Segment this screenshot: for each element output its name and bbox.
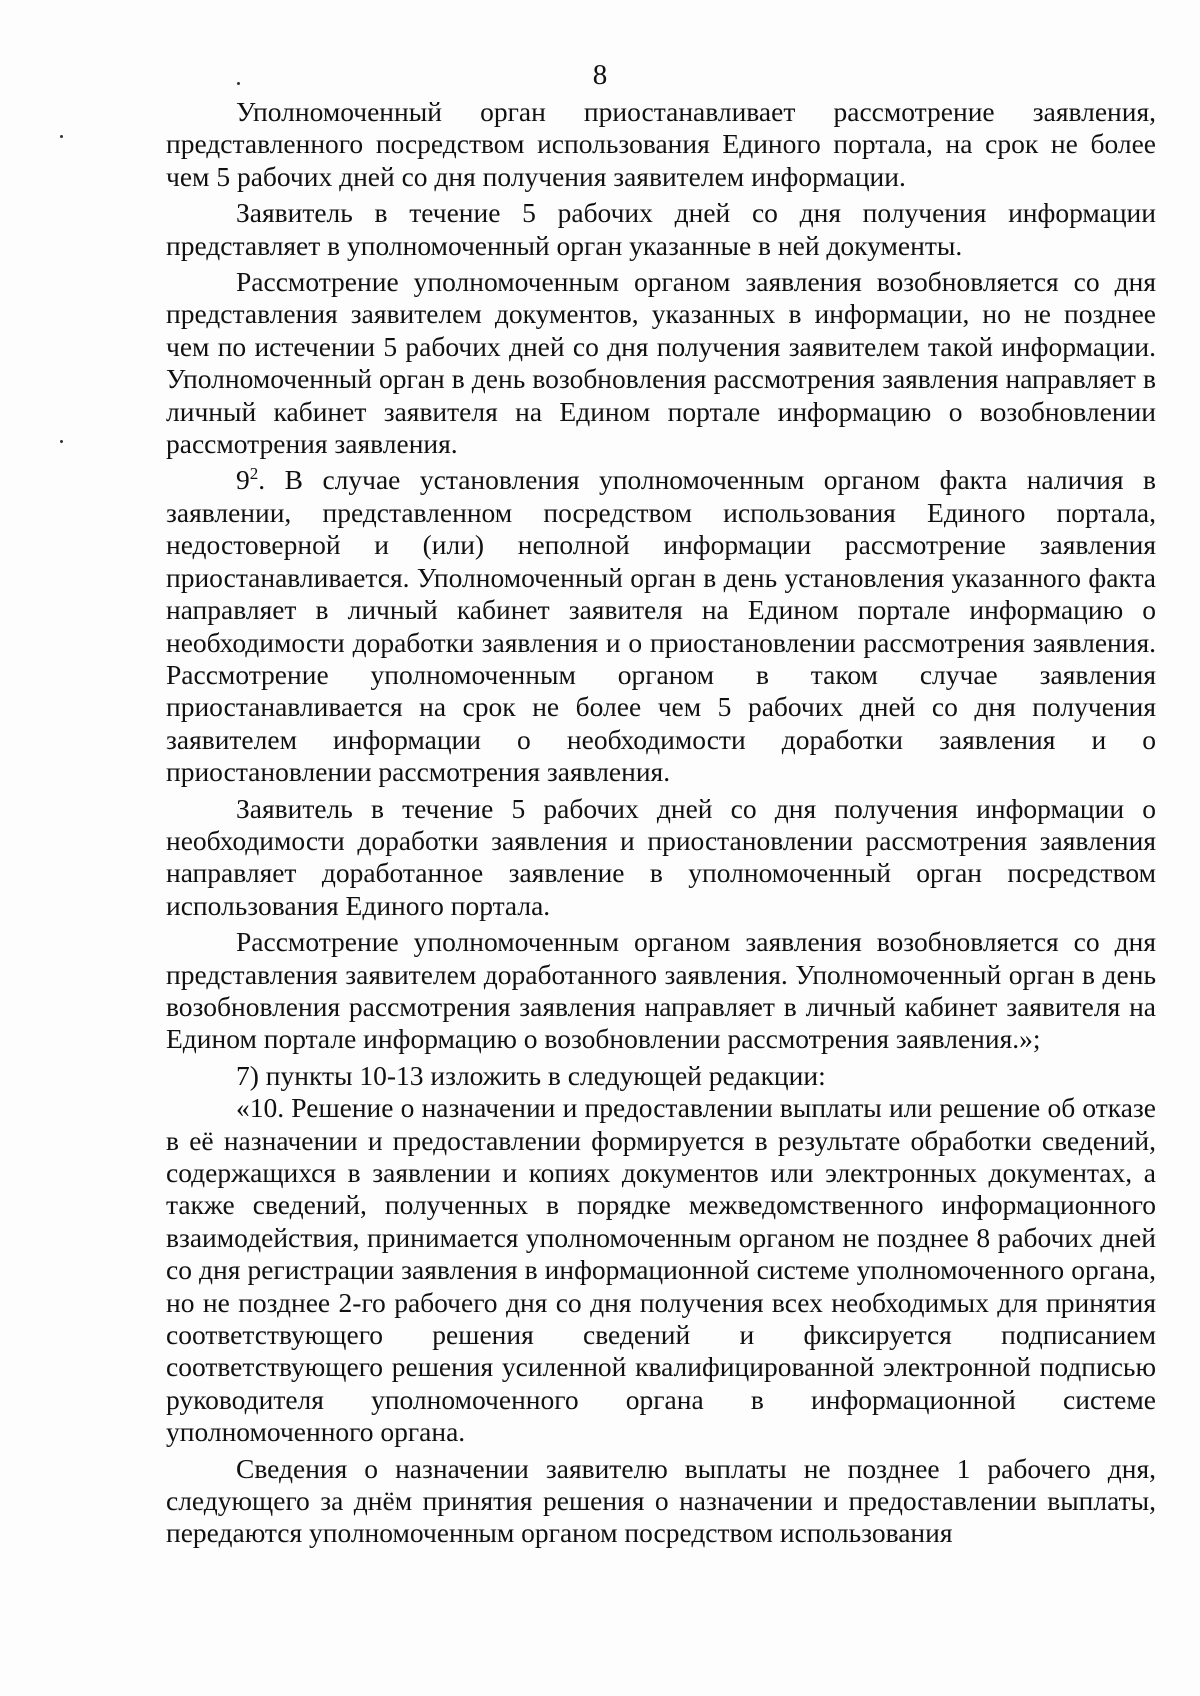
paragraph-text: Заявитель в течение 5 рабочих дней со дня получения информации представляет в уполномоченный орган указанные в ней документы. [166, 197, 1156, 261]
paragraph [166, 197, 1156, 262]
page-number: 8 [592, 59, 608, 91]
document-body [166, 96, 1156, 1550]
paragraph-text: Уполномоченный орган приостанавливает рассмотрение заявления, представленного посредством использования Единого портала, на срок не более чем 5 рабочих дней со дня получения заявителем информации. [166, 96, 1156, 192]
paragraph-text: 7) пункты 10-13 изложить в следующей редакции: [236, 1059, 826, 1091]
clause-number: 9 [236, 464, 250, 496]
paragraph-text: . В случае установления уполномоченным органом факта наличия в заявлении, представленном посредством использования Единого портала, недостоверной и (или) неполной информации рассмотрение заявления приостанавливается. Уполномоченный орган в день установления указанного факта направляет в личный кабинет заявителя на Едином портале информацию о необходимости доработки заявления и о приостановлении рассмотрения заявления. Рассмотрение уполномоченным органом в таком случае заявления приостанавливается на срок не более чем 5 рабочих дней со дня получения заявителем информации о необходимости доработки заявления и о приостановлении рассмотрения заявления. [166, 464, 1156, 788]
clause-superscript: 2 [249, 464, 259, 484]
paragraph-text: Сведения о назначении заявителю выплаты не позднее 1 рабочего дня, следующего за днём принятия решения о назначении и предоставлении выплаты, передаются уполномоченным органом посредством использования [166, 1452, 1156, 1549]
paragraph-text: Рассмотрение уполномоченным органом заявления возобновляется со дня представления заявителем документов, указанных в информации, но не позднее чем по истечении 5 рабочих дней со дня получения заявителем такой информации. Уполномоченный орган в день возобновления рассмотрения заявления направляет в личный кабинет заявителя на Едином портале информацию о возобновлении рассмотрения заявления. [166, 266, 1156, 460]
paragraph [166, 464, 1156, 788]
scan-speck [60, 440, 63, 443]
paragraph-text: Заявитель в течение 5 рабочих дней со дня получения информации о необходимости доработки заявления и приостановлении рассмотрения заявления направляет доработанное заявление в уполномоченный орган посредством использования Единого портала. [166, 792, 1156, 921]
paragraph-text: «10. Решение о назначении и предоставлении выплаты или решение об отказе в её назначении и предоставлении формируется в результате обработки сведений, содержащихся в заявлении и копиях документов или электронных документах, а также сведений, полученных в порядке межведомственного информационного взаимодействия, принимается уполномоченным органом не позднее 8 рабочих дней со дня регистрации заявления в информационной системе уполномоченного органа, но не позднее 2-го рабочего дня со дня получения всех необходимых для принятия соответствующего решения сведений и фиксируется подписанием соответствующего решения усиленной квалифицированной электронной подписью руководителя уполномоченного органа в информационной системе уполномоченного органа. [166, 1092, 1156, 1448]
scan-speck [60, 135, 63, 138]
paragraph [166, 1060, 1156, 1092]
paragraph [166, 926, 1156, 1056]
scan-speck [237, 82, 240, 85]
paragraph [166, 96, 1156, 193]
paragraph [166, 1092, 1156, 1448]
paragraph-text: Рассмотрение уполномоченным органом заявления возобновляется со дня представления заявителем доработанного заявления. Уполномоченный орган в день возобновления рассмотрения заявления направляет в личный кабинет заявителя на Едином портале информацию о возобновлении рассмотрения заявления.»; [166, 926, 1156, 1055]
paragraph [166, 1453, 1156, 1550]
paragraph [166, 266, 1156, 460]
paragraph [166, 793, 1156, 923]
